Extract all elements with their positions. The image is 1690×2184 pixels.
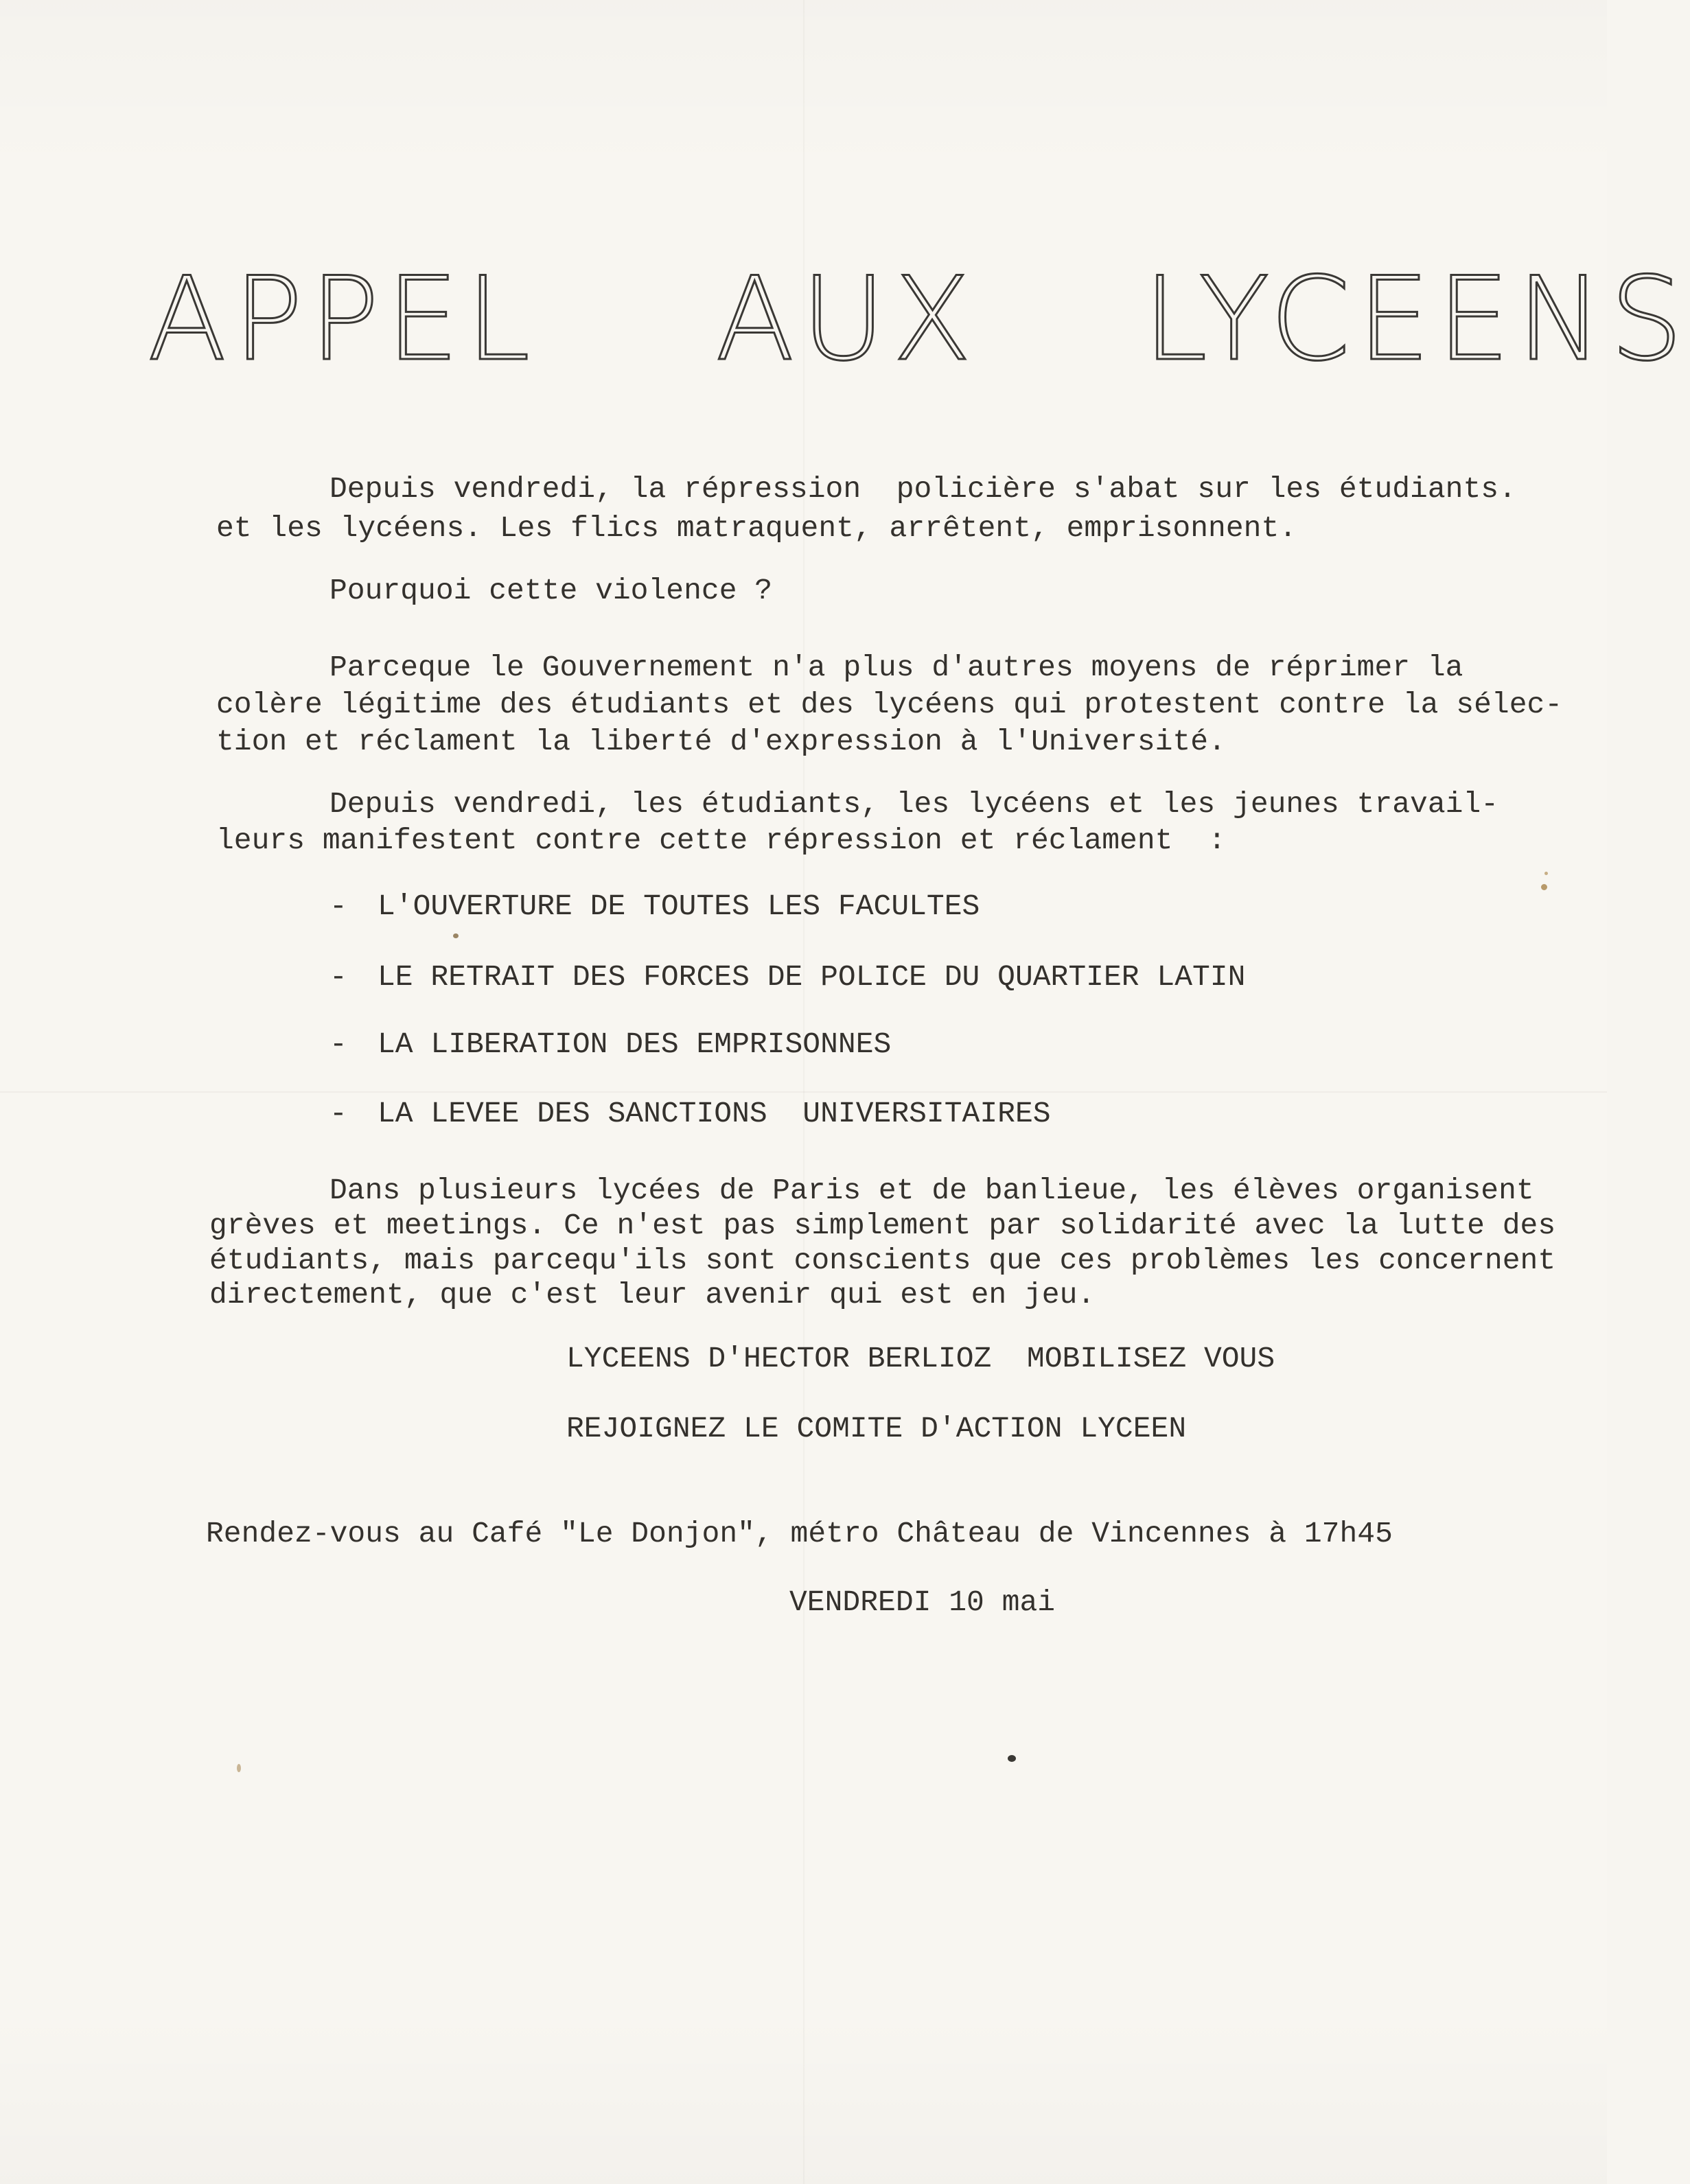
paragraph-1-line-2: et les lycéens. Les flics matraquent, arrêtent, emprisonnent. — [216, 511, 1297, 545]
stain-spot — [1544, 872, 1548, 875]
stain-spot — [1541, 884, 1547, 890]
meeting-place: Rendez-vous au Café "Le Donjon", métro Château de Vincennes à 17h45 — [206, 1517, 1393, 1550]
call-to-action-line-2: REJOIGNEZ LE COMITE D'ACTION LYCEEN — [566, 1412, 1187, 1445]
demand-dash: - — [329, 890, 347, 923]
call-to-action-line-1: LYCEENS D'HECTOR BERLIOZ MOBILISEZ VOUS — [566, 1342, 1275, 1375]
paragraph-4-line-2: leurs manifestent contre cette répression et réclament : — [216, 824, 1226, 857]
demand-item-3: LA LIBERATION DES EMPRISONNES — [378, 1027, 892, 1061]
title-word-lyceens: LYCEENS — [1143, 252, 1690, 386]
title-word-appel: APPEL — [148, 252, 537, 386]
paragraph-2-line-1: Pourquoi cette violence ? — [329, 574, 773, 607]
paragraph-5-line-4: directement, que c'est leur avenir qui est en jeu. — [209, 1278, 1096, 1312]
paragraph-5-line-2: grèves et meetings. Ce n'est pas simplement par solidarité avec la lutte des — [209, 1209, 1556, 1242]
demand-item-2: LE RETRAIT DES FORCES DE POLICE DU QUARTIER LATIN — [378, 960, 1246, 994]
meeting-date: VENDREDI 10 mai — [789, 1585, 1056, 1619]
stain-spot — [237, 1764, 241, 1772]
paragraph-3-line-2: colère légitime des étudiants et des lycéens qui protestent contre la sélec- — [216, 688, 1563, 721]
demand-item-4: LA LEVEE DES SANCTIONS UNIVERSITAIRES — [378, 1097, 1051, 1130]
paragraph-3-line-3: tion et réclament la liberté d'expression à l'Université. — [216, 725, 1226, 758]
paragraph-3-line-1: Parceque le Gouvernement n'a plus d'autres moyens de réprimer la — [329, 651, 1463, 684]
demand-dash: - — [329, 960, 347, 994]
paragraph-5-line-1: Dans plusieurs lycées de Paris et de banlieue, les élèves organisent — [329, 1174, 1534, 1207]
demand-dash: - — [329, 1027, 347, 1061]
demand-item-1: L'OUVERTURE DE TOUTES LES FACULTES — [378, 890, 980, 923]
demand-dash: - — [329, 1097, 347, 1130]
paragraph-4-line-1: Depuis vendredi, les étudiants, les lycéens et les jeunes travail- — [329, 787, 1499, 821]
stain-spot — [453, 933, 459, 938]
paragraph-5-line-3: étudiants, mais parcequ'ils sont conscients que ces problèmes les concernent — [209, 1244, 1556, 1277]
title-word-aux: AUX — [715, 252, 979, 386]
paragraph-1-line-1: Depuis vendredi, la répression policière s'abat sur les étudiants. — [329, 472, 1516, 506]
ink-spot — [1008, 1755, 1016, 1762]
page-title — [148, 252, 1690, 386]
